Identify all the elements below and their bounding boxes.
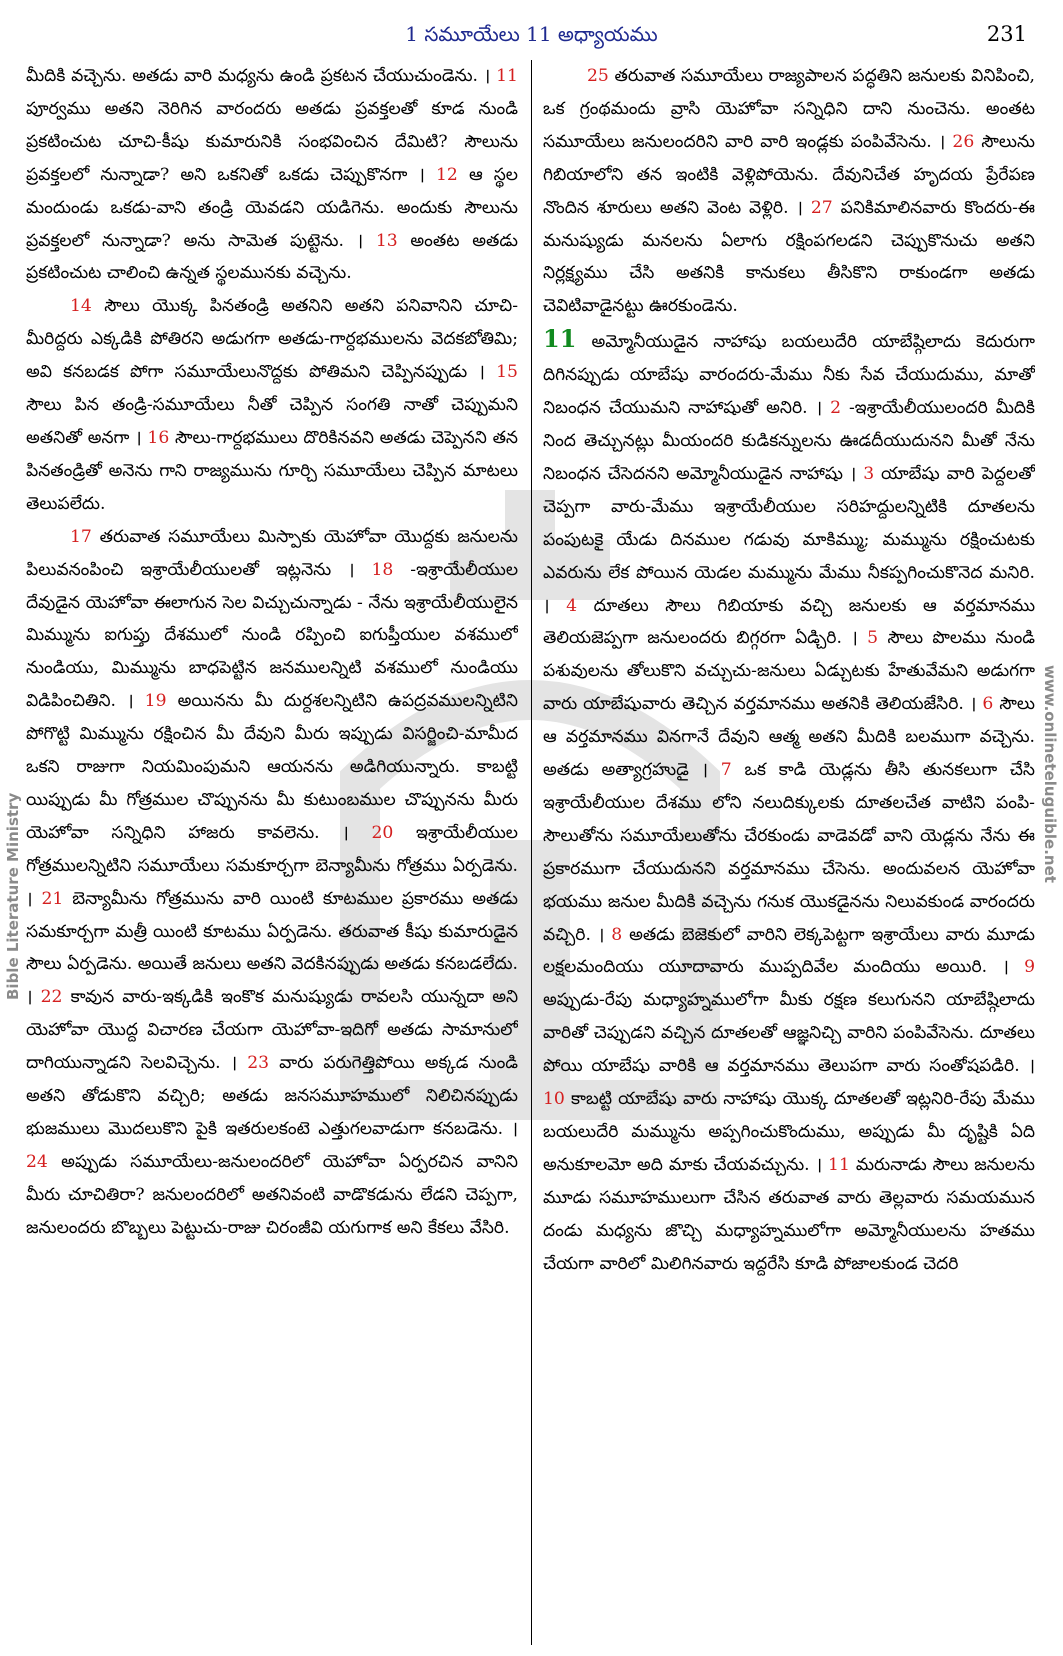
side-text-website: www.onlineteluguible.net — [1041, 665, 1059, 883]
verse-text: బెన్యామీను గోత్రమును వారి యింటి కూటముల ప్రకారము అతడు సమకూర్చగా మత్రీ యింటి కూటము ఏర్పడెను. తరువాత కీషు కుమారుడైన సౌలు ఏర్పడెను. అయితే జనులు అతని వెదకినప్పుడు అతడు కనబడలేదు. । — [26, 888, 518, 1008]
verse-number: 18 — [371, 559, 394, 580]
verse-number: 11 — [496, 66, 518, 86]
verse-text: పనికిమాలినవారు కొందరు-ఈ మనుష్యుడు మనలను ఏలాగు రక్షింపగలడని చెప్పుకొనుచు అతని నిర్లక్ష్యము చేసి అతనికి కానుకలు తీసికొని రాకుండగా అతడు చెవిటివాడైనట్టు ఊరకుండెను. — [543, 197, 1035, 317]
verse-text: -ఇశ్రాయేలీయుల దేవుడైన యెహోవా ఈలాగున సెల విచ్చుచున్నాడు - నేను ఇశ్రాయేలీయులైన మిమ్మును ఐగుప్తు దేశములో నుండి రప్పించి ఐగుప్తీయుల వశములో నుండియు, మిమ్మును బాధపెట్టిన జనములన్నిటి వశములో నుండియు విడిపించితిని. । — [26, 559, 518, 712]
verse-number: 22 — [40, 987, 63, 1008]
paragraph — [543, 323, 1035, 1280]
verse-number: 16 — [147, 427, 170, 448]
verse-text: సౌలు ఆ వర్తమానము వినగానే దేవుని ఆత్మ అతని మీదికి బలముగా వచ్చెను. అతడు అత్యాగ్రహుడై । — [543, 694, 1035, 781]
verse-number: 11 — [828, 1154, 850, 1175]
page-header — [24, 14, 1039, 54]
verse-number: 7 — [720, 760, 732, 781]
verse-text: ఆ స్థల మందుండు ఒకడు-వాని తండ్రి యెవడని యడిగెను. అందుకు సౌలును ప్రవక్తలలో నున్నాడా? అను సామెత పుట్టెను. । — [26, 164, 518, 251]
verse-number: 20 — [371, 822, 394, 843]
paragraph — [26, 521, 518, 1245]
verse-number: 8 — [611, 924, 623, 945]
verse-text: యాబేషు వారి పెద్దలతో చెప్పగా వారు-మేము ఇశ్రాయేలీయుల సరిహద్దులన్నిటికి దూతలను పంపుటకై యేడు దినముల గడువు మాకిమ్ము; మమ్మును రక్షించుటకు ఎవరును లేక పోయిన యెడల మమ్మును మేము నీకప్పగించుకొనెద మనిరి. । — [543, 463, 1035, 616]
verse-text: ఒక కాడి యెడ్లను తీసి తునకలుగా చేసి ఇశ్రాయేలీయుల దేశము లోని నలుదిక్కులకు దూతలచేత వాటిని పంపి-సౌలుతోను సమూయేలుతోను చేరకుండు వాడెవడో వాని యెడ్లను నేను ఈ ప్రకారముగా చేయుదునని వర్తమానము చేసెను. అందువలన యెహోవా భయము జనుల మీదికి వచ్చెను గనుక యొకడైనను నిలువకుండ వారందరు వచ్చిరి. । — [543, 760, 1035, 945]
verse-text: సౌలు పిన తండ్రి-సమూయేలు నీతో చెప్పిన సంగతి నాతో చెప్పుమని అతనితో అనగా । — [26, 395, 518, 448]
verse-number: 10 — [543, 1089, 565, 1110]
verse-number: 24 — [26, 1151, 48, 1172]
verse-number: 3 — [863, 463, 875, 484]
chapter-number: 11 — [543, 324, 577, 354]
column-divider — [531, 60, 532, 1645]
verse-text: దూతలు సౌలు గిబియాకు వచ్చి జనులకు ఆ వర్తమానము తెలియజెప్పగా జనులందరు బిగ్గరగా ఏడ్చిరి. । — [543, 595, 1035, 649]
verse-text: సౌలు పొలము నుండి పశువులను తోలుకొని వచ్చుచు-జనులు ఏడ్చుటకు హేతువేమని అడుగగా వారు యాబేషువారు తెచ్చిన వర్తమానము అతనికి తెలియజేసిరి. । — [543, 628, 1035, 715]
verse-text: తరువాత సమూయేలు రాజ్యపాలన పద్ధతిని జనులకు వినిపించి, ఒక గ్రంథమందు వ్రాసి యెహోవా సన్నిధిని దాని నుంచెను. అంతట సమూయేలు జనులందరిని వారి వారి ఇండ్లకు పంపివేసెను. । — [543, 66, 1035, 152]
verse-number: 13 — [375, 230, 398, 251]
verse-text: అప్పుడు సమూయేలు-జనులందరిలో యెహోవా ఏర్పరచిన వానిని మీరు చూచితిరా? జనులందరిలో అతనివంటి వాడొకడును లేడని చెప్పగా, జనులందరు బొబ్బలు పెట్టుచు-రాజు చిరంజీవి యగుగాక అని కేకలు వేసిరి. — [26, 1151, 518, 1238]
verse-number: 17 — [70, 526, 92, 547]
verse-number: 21 — [41, 888, 64, 909]
verse-text: అంతట అతడు ప్రకటించుట చాలించి ఉన్నత స్థలమునకు వచ్చెను. — [26, 230, 518, 284]
verse-number: 19 — [144, 691, 167, 712]
paragraph — [26, 290, 518, 520]
paragraph — [26, 60, 518, 290]
verse-text: పూర్వము అతని నెరిగిన వారందరు అతడు ప్రవక్తలతో కూడ నుండి ప్రకటించుట చూచి-కీషు కుమారునికి సంభవించిన దేమిటి? సౌలును ప్రవక్తలలో నున్నాడా? అని ఒకనితో ఒకడు చెప్పుకొనగా । — [26, 98, 518, 185]
verse-text: -ఇశ్రాయేలీయులందరి మీదికి నింద తెచ్చునట్లు మీయందరి కుడికన్నులను ఊడదీయుదునని మీతో నేను నిబంధన చేసెదనని అమ్మోనీయుడైన నాహాషు । — [543, 398, 1035, 484]
verse-text: మీదికి వచ్చెను. అతడు వారి మధ్యను ఉండి ప్రకటన చేయుచుండెను. । — [26, 66, 491, 86]
verse-text: అప్పుడు-రేపు మధ్యాహ్నములోగా మీకు రక్షణ కలుగునని యాబేష్గిలాదు వారితో చెప్పుడని వచ్చిన దూతలతో ఆజ్ఞనిచ్చి వారిని పంపివేసెను. దూతలు పోయి యాబేషు వారికి ఆ వర్తమానము తెలుపగా వారు సంతోషపడిరి. । — [543, 990, 1035, 1077]
verse-number: 2 — [830, 398, 841, 419]
verse-number: 25 — [587, 66, 609, 86]
verse-text: అమ్మోనీయుడైన నాహాషు బయలుదేరి యాబేష్గిలాదు కెదురుగా దిగినప్పుడు యాబేషు వారందరు-మేము నీకు సేవ చేయుదుము, మాతో నిబంధన చేయుమని నాహాషుతో అనిరి. । — [543, 332, 1035, 419]
side-text-ministry: Bible Literature Ministry — [4, 792, 22, 1000]
verse-text: తరువాత సమూయేలు మిస్పాకు యెహోవా యొద్దకు జనులను పిలువనంపించి ఇశ్రాయేలీయులతో ఇట్లనెను । — [26, 526, 518, 580]
left-column — [26, 60, 518, 1645]
verse-text: కాబట్టి యాబేషు వారు నాహాషు యొక్క దూతలతో ఇట్లనిరి-రేపు మేము బయలుదేరి మమ్మును అప్పగించుకొందుము, అప్పుడు మీ దృష్టికి ఏది అనుకూలమో అది మాకు చేయవచ్చును. । — [543, 1089, 1035, 1175]
verse-text: ఇశ్రాయేలీయుల గోత్రములన్నిటిని సమూయేలు సమకూర్చగా బెన్యామీను గోత్రము ఏర్పడెను. । — [26, 822, 518, 909]
verse-text: సౌలు యొక్క పినతండ్రి అతనిని అతని పనివానిని చూచి-మీరిద్దరు ఎక్కడికి పోతిరని అడుగగా అతడు-గార్దభములను వెదకబోతిమి; అవి కనబడక పోగా సమూయేలునొద్దకు పోతిమని చెప్పినప్పుడు । — [26, 296, 518, 383]
verse-text: కావున వారు-ఇక్కడికి ఇంకొక మనుష్యుడు రావలసి యున్నదా అని యెహోవా యొద్ద విచారణ చేయగా యెహోవా-ఇదిగో అతడు సామానులో దాగియున్నాడని సెలవిచ్చెను. । — [26, 987, 518, 1074]
page-number: 231 — [986, 22, 1027, 46]
verse-text: వారు పరుగెత్తిపోయి అక్కడ నుండి అతని తోడుకొని వచ్చిరి; అతడు జనసమూహములో నిలిచినప్పుడు భుజములు మొదలుకొని పైకి ఇతరులకంటె ఎత్తుగలవాడుగా కనబడెను. । — [26, 1053, 518, 1139]
verse-text: అతడు బెజెకులో వారిని లెక్కపెట్టగా ఇశ్రాయేలు వారు మూడు లక్షలమందియు యూదావారు ముప్పదివేల మందియు అయిరి. । — [543, 924, 1035, 978]
verse-number: 26 — [952, 131, 975, 152]
right-column — [543, 60, 1035, 1645]
verse-text: సౌలును గిబియాలోని తన ఇంటికి వెళ్లిపోయెను. దేవునిచేత హృదయ ప్రేరేపణ నొందిన శూరులు అతని వెంట వెళ్లిరి. । — [543, 131, 1035, 218]
verse-number: 23 — [247, 1053, 270, 1074]
verse-text: మరునాడు సౌలు జనులను మూడు సమూహములుగా చేసిన తరువాత వారు తెల్లవారు సమయమున దండు మధ్యను జొచ్చి మధ్యాహ్నములోగా అమ్మోనీయులను హతము చేయగా వారిలో మిలిగినవారు ఇద్దరేసి కూడి పోజాలకుండ చెదరి — [543, 1154, 1035, 1274]
verse-number: 9 — [1024, 957, 1035, 978]
verse-number: 12 — [435, 164, 458, 185]
paragraph — [543, 60, 1035, 323]
verse-text: సౌలు-గార్దభములు దొరికినవని అతడు చెప్పెనని తన పినతండ్రితో అనెను గాని రాజ్యమును గూర్చి సమూయేలు చెప్పిన మాటలు తెలుపలేదు. — [26, 427, 518, 514]
verse-number: 4 — [566, 595, 578, 616]
verse-number: 5 — [867, 628, 879, 649]
verse-number: 27 — [810, 197, 833, 218]
verse-number: 15 — [496, 362, 518, 383]
verse-text: అయినను మీ దుర్దశలన్నిటిని ఉపద్రవములన్నిటిని పోగొట్టి మిమ్మును రక్షించిన మీ దేవుని మీరు ఇప్పుడు విసర్జించి-మామీద ఒకని రాజుగా నియమింపుమని ఆయనను అడిగియున్నారు. కాబట్టి యిప్పుడు మీ గోత్రముల చొప్పునను మీ కుటుంబముల చొప్పునను మీరు యెహోవా సన్నిధిని హాజరు కావలెను. । — [26, 691, 518, 843]
verse-number: 14 — [70, 296, 92, 317]
page-title: 1 సమూయేలు 11 అధ్యాయము — [405, 22, 658, 46]
verse-number: 6 — [982, 694, 994, 715]
